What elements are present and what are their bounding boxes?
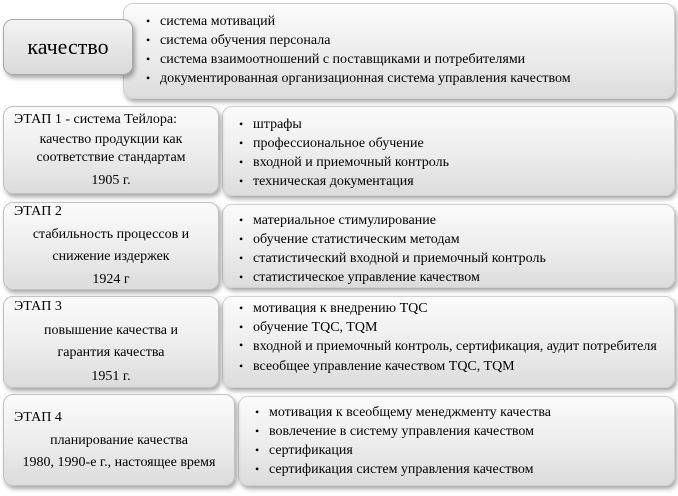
- bullet-icon: •: [239, 320, 244, 334]
- list-item: • система мотиваций: [146, 14, 276, 29]
- bullet-icon: •: [146, 33, 151, 47]
- bullet-icon: •: [146, 14, 151, 28]
- bullet-icon: •: [255, 462, 260, 476]
- stage-2-description: стабильность процессов и снижение издержек: [32, 227, 190, 264]
- list-item: • документированная организационная система управления качеством: [146, 71, 571, 86]
- stage-2-year: 1924 г: [92, 272, 130, 287]
- bullet-icon: •: [239, 232, 244, 246]
- bullet-icon: •: [146, 52, 151, 66]
- stage-4-box: [3, 394, 235, 486]
- stage-4-title: ЭТАП 4: [14, 410, 62, 425]
- stage-3-items-list: [237, 299, 666, 376]
- bullet-icon: •: [239, 338, 244, 352]
- bullet-icon: •: [255, 405, 260, 419]
- list-item: • сертификация: [255, 443, 353, 458]
- list-item: • статистический входной и приемочный контроль: [239, 251, 546, 266]
- stage-2-items-list: [237, 211, 666, 287]
- bullet-icon: •: [239, 359, 244, 373]
- quality-label: качество: [27, 34, 109, 59]
- list-item: • входной и приемочный контроль: [239, 155, 449, 170]
- list-item: • мотивация к всеобщему менеджменту качества: [255, 405, 551, 420]
- bullet-icon: •: [239, 174, 244, 188]
- stage-1-description: качество продукции как соответствие стандартам: [36, 131, 186, 165]
- list-item: • обучение статистическим методам: [239, 232, 460, 247]
- list-item: • материальное стимулирование: [239, 213, 436, 228]
- stage-1-items-box: [222, 106, 675, 196]
- stage-1-year: 1905 г.: [91, 172, 131, 188]
- stage-3-box: [3, 296, 219, 388]
- stage-3-title: ЭТАП 3: [14, 299, 62, 314]
- bullet-icon: •: [255, 424, 260, 438]
- stage-3-description: повышение качества и гарантия качества: [43, 323, 178, 360]
- stage-1-items-list: [237, 115, 666, 191]
- stage-4-items-list: [253, 403, 666, 479]
- list-item: • входной и приемочный контроль, сертификация, аудит потребителя: [239, 338, 657, 354]
- list-item: • система взаимоотношений с поставщиками и потребителями: [146, 52, 526, 67]
- list-item: • техническая документация: [239, 174, 414, 189]
- quality-items-box: [123, 3, 675, 99]
- list-item: • сертификация систем управления качеством: [255, 462, 534, 477]
- stage-2-title: ЭТАП 2: [14, 204, 62, 219]
- bullet-icon: •: [239, 117, 244, 131]
- stage-4-description: планирование качества: [50, 433, 188, 448]
- stage-1-title: ЭТАП 1 - система Тейлора:: [14, 111, 178, 127]
- bullet-icon: •: [239, 136, 244, 150]
- bullet-icon: •: [239, 301, 244, 315]
- list-item: • статистическое управление качеством: [239, 270, 480, 285]
- stage-4-items-box: [238, 396, 675, 486]
- list-item: • вовлечение в систему управления качеством: [255, 424, 535, 439]
- list-item: • система обучения персонала: [146, 33, 331, 48]
- list-item: • всеобщее управление качеством TQC, TQM: [239, 359, 515, 374]
- bullet-icon: •: [239, 213, 244, 227]
- bullet-icon: •: [239, 251, 244, 265]
- list-item: • мотивация к внедрению TQC: [239, 301, 428, 316]
- stage-3-items-box: [222, 296, 675, 388]
- bullet-icon: •: [239, 270, 244, 284]
- stage-3-year: 1951 г.: [91, 369, 131, 384]
- bullet-icon: •: [239, 155, 244, 169]
- bullet-icon: •: [255, 443, 260, 457]
- stage-1-box: [3, 106, 219, 194]
- stage-2-box: [3, 202, 219, 290]
- list-item: • профессиональное обучение: [239, 136, 424, 151]
- bullet-icon: •: [146, 71, 151, 85]
- list-item: • штрафы: [239, 117, 302, 132]
- stage-4-year: 1980, 1990-е г., настоящее время: [22, 455, 216, 470]
- stage-2-items-box: [222, 204, 675, 288]
- quality-items-list: [144, 12, 666, 88]
- quality-label-box: [3, 19, 133, 75]
- list-item: • обучение TQC, TQM: [239, 320, 378, 335]
